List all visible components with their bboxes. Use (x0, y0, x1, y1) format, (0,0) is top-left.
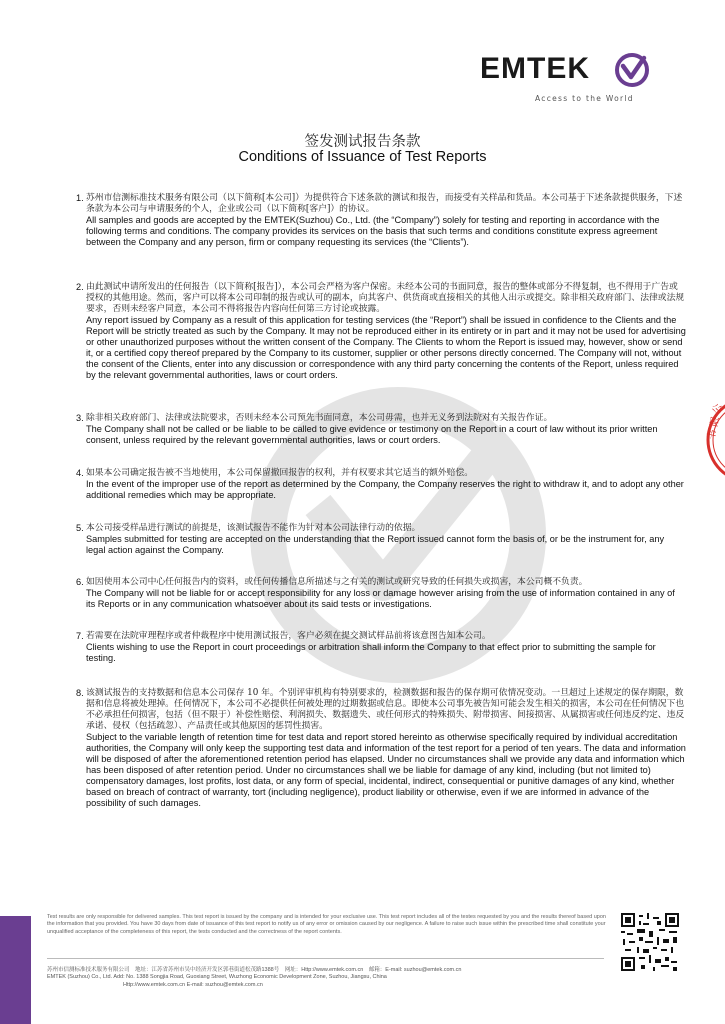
red-seal-stamp (690, 395, 725, 485)
footer-web-email: Http://www.emtek.com.cn E-mail: suzhou@emtek.com.cn (123, 981, 263, 988)
footer-address-chinese: 苏州市信测标准技术服务有限公司 地址：江苏省苏州市吴中经济开发区郭巷街道松茂路1388号 网址：Http://www.emtek.com.cn 邮箱：E-mail: suzhou@emtek.com.cn (47, 967, 462, 973)
page-title-english: Conditions of Issuance of Test Reports (238, 149, 487, 165)
clause-text-english: Any report issued by Company as a result of this application for testing services (the “Report”) shall be issued in confidence to the Clients and the Report will be strictly treated as such by the Company. It may not be reproduced either in its entirety or in part and it may not be used for advertising or other unauthorized purposes without the written consent of the Company. The Clients to whom the Report is issued may, however, show or send it, or a certified copy thereof prepared by the Company to its customer, supplier or other persons directly concerned. The Company will not, without the consent of the Clients, enter into any discussion or correspondence with any third party concerning the contents of the Report, unless required by the relevant governmental authorities, laws or court orders. (86, 315, 686, 380)
clause-text-english: Subject to the variable length of retention time for test data and report stored hereinto as otherwise specifically required by individual accreditation authorities, the Company will only keep the supporting test data and information of the test report for a period of ten years. The data and information will be disposed of after the aforementioned retention period has elapsed. Under no circumstances shall we provide any data and information which has been disposed of after retention period. Under no circumstances shall we be liable for damage of any kind, including (but not limited to) compensatory damages, lost profits, lost data, or any form of special, incidental, indirect, consequential or punitive damages of any kind, whether based on breach of contract of warranty, tort (including negligence), product liability or otherwise, even if we are informed in advance of the possibility of such damages. (86, 732, 686, 808)
clause-text-chinese: 若需要在法院审理程序或者仲裁程序中使用测试报告，客户必须在提交测试样品前将该意图告知本公司。 (86, 631, 491, 641)
clause-text-chinese: 苏州市信测标准技术服务有限公司（以下简称[本公司]）为提供符合下述条款的测试和报告，而接受有关样品和货品。本公司基于下述条款提供服务，下述条款为本公司与申请服务的个人，企业或公司（以下简称[客户]）的协议。 (86, 193, 683, 214)
clause-6 (76, 577, 686, 610)
clause-3 (76, 413, 686, 446)
clause-text-english: The Company will not be liable for or accept responsibility for any loss or damage however arising from the use of information contained in any of its Reports or in any communication whatsoever about its said tests or investigations. (86, 588, 675, 609)
footer-disclaimer: Test results are only responsible for delivered samples. This test report is issued by the company and is intended for your exclusive use. This test report includes all of the testes requested by you and the results thereof based upon the information that you provided. You have 30 days from date of issuance of this test report to notify us of any error or omission caused by our negligence. A failure to raise such issue within the prescribed time shall constitute your unqualified acceptance of the completeness of this report, the tests conducted and the correctness of the report contents. (47, 914, 606, 935)
clause-2 (76, 282, 686, 381)
clause-number: 1. (76, 193, 84, 203)
clause-number: 8. (76, 688, 84, 698)
clause-text-chinese: 如因使用本公司中心任何报告内的资料，或任何传播信息所描述与之有关的测试或研究导致的任何损失或损害，本公司概不负责。 (86, 577, 588, 587)
clause-text-chinese: 本公司接受样品进行测试的前提是，该测试报告不能作为针对本公司法律行动的依据。 (86, 523, 421, 533)
clause-text-english: In the event of the improper use of the report as determined by the Company, the Company reserves the right to withdraw it, and to adopt any other additional remedies which may be appropriate. (86, 479, 684, 500)
clause-number: 3. (76, 413, 84, 423)
clause-text-english: Samples submitted for testing are accepted on the understanding that the Report issued cannot form the basis of, or be the instrument for, any legal action against the Company. (86, 534, 665, 555)
emtek-logo (480, 52, 655, 108)
clause-5 (76, 523, 686, 556)
logo-tagline: Access to the World (535, 94, 634, 103)
clause-text-english: All samples and goods are accepted by the EMTEK(Suzhou) Co., Ltd. (the “Company”) solely for testing and reporting in accordance with the following terms and conditions. The company provides its services on the basis that such terms and conditions constitute express agreement between the Company and any person, firm or company requesting its services (the “Clients”). (86, 215, 660, 247)
clause-number: 5. (76, 523, 84, 533)
clause-text-chinese: 由此测试申请所发出的任何报告（以下简称[报告]），本公司会严格为客户保密。未经本公司的书面同意，报告的整体或部分不得复制，也不得用于广告或授权的其他用途。然而，客户可以将本公司印制的报告或认可的副本，向其客户、供货商或直接相关的其他人出示或提交。除非相关政府部门、法律或法规要求，否则未经客户同意，本公司不得将报告内容向任何第三方讨论或披露。 (86, 282, 685, 314)
clause-text-chinese: 如果本公司确定报告被不当地使用，本公司保留撤回报告的权利，并有权要求其它适当的额外赔偿。 (86, 468, 474, 478)
checkmark-circle-icon (614, 52, 650, 88)
footer-divider (47, 958, 604, 959)
logo-wordmark: EMTEK (480, 52, 590, 85)
clause-number: 2. (76, 282, 84, 292)
footer-address-english: EMTEK (Suzhou) Co., Ltd. Add: No. 1388 Songjia Road, Guoxiang Street, Wuzhong Economic Development Zone, Suzhou, Jiangsu, China (47, 974, 387, 981)
clause-text-english: The Company shall not be called or be liable to be called to give evidence or testimony on the Report in a court of law without its prior written consent, unless required by the relevant governmental authorities, laws or court orders. (86, 424, 658, 445)
clause-number: 7. (76, 631, 84, 641)
clause-number: 6. (76, 577, 84, 587)
clause-1 (76, 193, 686, 248)
clause-text-chinese: 除非相关政府部门、法律或法院要求，否则未经本公司预先书面同意，本公司毋需，也并无义务到法院对有关报告作证。 (86, 413, 553, 423)
purple-side-bar (0, 916, 31, 1024)
clause-4 (76, 468, 686, 501)
qr-code (621, 913, 679, 971)
clause-8 (76, 688, 686, 809)
clause-7 (76, 631, 686, 664)
clause-text-english: Clients wishing to use the Report in court proceedings or arbitration shall inform the Company to that effect prior to submitting the sample for testing. (86, 642, 656, 663)
svg-text:书 限 公: 书 限 公 (706, 402, 725, 441)
footer-address (47, 967, 607, 989)
clause-text-chinese: 该测试报告的支持数据和信息本公司保存 10 年。个别评审机构有特别要求的，检测数据和报告的保存期可依情况变动。一旦超过上述规定的保存期限，数据和信息将被处理掉。任何情况下，本公司不必提供任何被处理的过期数据或信息。即使本公司事先被告知可能会发生相关的损害，本公司在任何情况下也不必承担任何损害，包括（但不限于）补偿性赔偿、利润损失、数据遗失、或任何形式的特殊损失、附带损害、间接损害、从属损害或任何违反约定、违反承诺、侵权（包括疏忽）、产品责任或其他原因的惩罚性损害。 (86, 688, 685, 731)
clause-number: 4. (76, 468, 84, 478)
page-title-chinese: 签发测试报告条款 (304, 134, 421, 150)
